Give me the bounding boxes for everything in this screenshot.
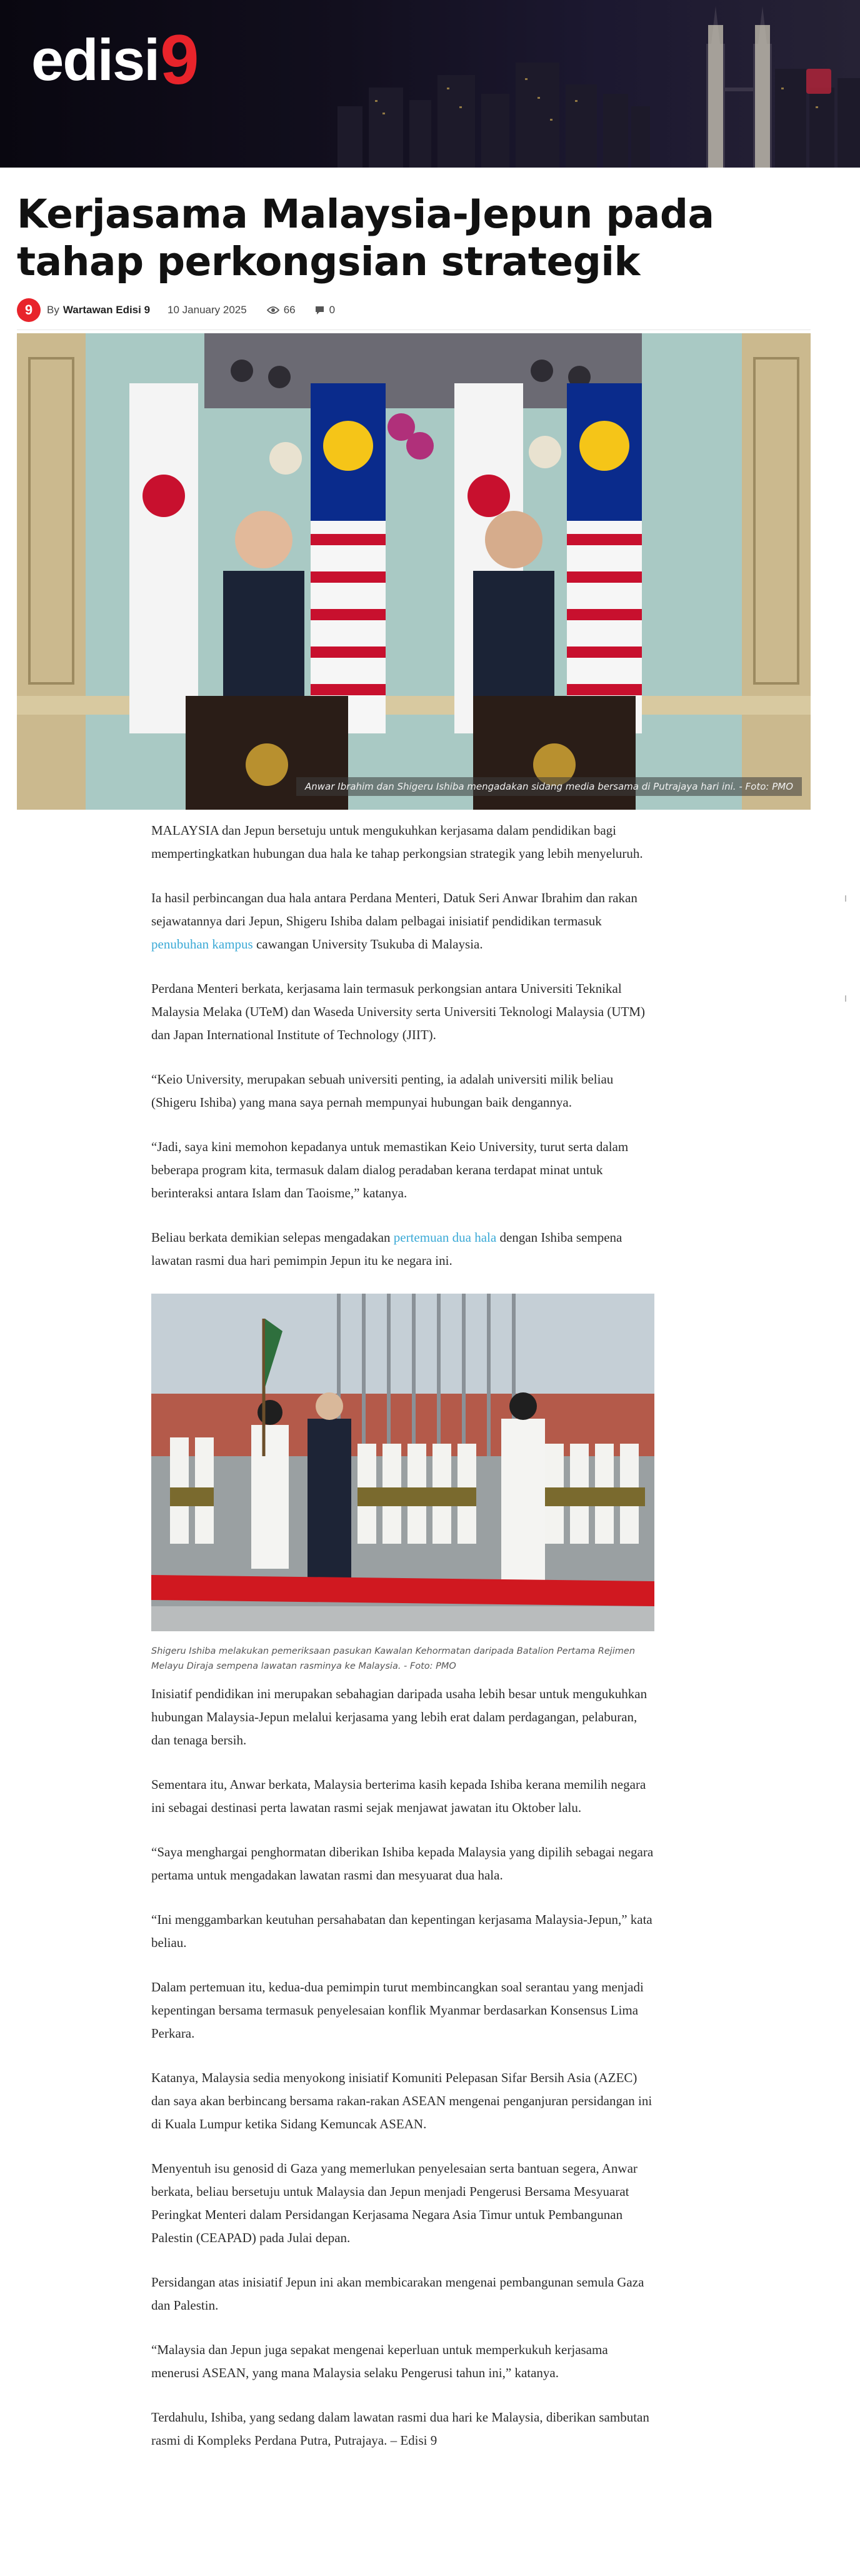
paragraph: Sementara itu, Anwar berkata, Malaysia berterima kasih kepada Ishiba kerana memilih negara ini sebagai destinasi perta lawatan rasmi sejak menjawat jawatan itu Oktober lalu. [151, 1777, 646, 1815]
inline-figure-caption: Shigeru Ishiba melakukan pemeriksaan pasukan Kawalan Kehormatan daripada Batalion Pertama Rejimen Melayu Diraja sempena lawatan rasminya ke Malaysia. - Foto: PMO [151, 1646, 636, 1671]
eye-icon [267, 306, 279, 314]
article-body [151, 819, 654, 2473]
avatar-icon[interactable]: 9 [17, 298, 41, 322]
article-title: Kerjasama Malaysia-Jepun pada tahap perkongsian strategik [17, 191, 714, 284]
paragraph [151, 887, 654, 956]
paragraph-text: dengan Ishiba sempena lawatan rasmi dua hari pemimpin Jepun itu ke negara ini. [151, 1230, 622, 1268]
inline-link-penubuhan-kampus[interactable]: penubuhan kampus [151, 937, 253, 952]
comment-icon [314, 305, 325, 315]
comment-count[interactable] [314, 304, 335, 316]
comment-count-value: 0 [329, 304, 336, 316]
inline-link-pertemuan-dua-hala[interactable]: pertemuan dua hala [393, 1230, 497, 1245]
paragraph [151, 1226, 654, 1272]
paragraph: Persidangan atas inisiatif Jepun ini akan membicarakan mengenai pembangunan semula Gaza dan Palestin. [151, 2275, 644, 2313]
paragraph: “Jadi, saya kini memohon kepadanya untuk memastikan Keio University, turut serta dalam beberapa program kita, termasuk dalam dialog peradaban kerana terdapat minat untuk berinteraksi antara Islam dan Taoisme,” katanya. [151, 1139, 629, 1200]
author-link[interactable]: Wartawan Edisi 9 [62, 304, 151, 316]
view-count [267, 304, 296, 316]
paragraph: Terdahulu, Ishiba, yang sedang dalam lawatan rasmi dua hari ke Malaysia, diberikan sambutan rasmi di Kompleks Perdana Putra, Putrajaya. – Edisi 9 [151, 2410, 649, 2448]
paragraph: “Malaysia dan Jepun juga sepakat mengenai keperluan untuk memperkukuh kerjasama menerusi ASEAN, yang mana Malaysia selaku Pengerusi tahun ini,” katanya. [151, 2342, 608, 2380]
view-count-value: 66 [283, 304, 296, 316]
inline-figure-image [151, 1294, 654, 1631]
side-scroll-marker [845, 895, 846, 902]
site-logo[interactable] [31, 21, 199, 99]
featured-photo-illustration [17, 333, 811, 810]
logo-nine-mark: 9 [160, 21, 199, 99]
guard-inspection-photo-illustration [151, 1294, 654, 1631]
site-header [0, 0, 860, 168]
article-meta [17, 298, 354, 322]
side-scroll-marker [845, 995, 846, 1002]
logo-wordmark: edisi [31, 27, 159, 93]
paragraph-text: cawangan University Tsukuba di Malaysia. [252, 937, 483, 952]
featured-image-caption: Anwar Ibrahim dan Shigeru Ishiba mengadakan sidang media bersama di Putrajaya hari ini. - Foto: PMO [296, 777, 802, 796]
paragraph: Katanya, Malaysia sedia menyokong inisiatif Komuniti Pelepasan Sifar Bersih Asia (AZEC) dan saya akan berbincang bersama rakan-rakan ASEAN mengenai penganjuran persidangan ini di Kuala Lumpur ketika Sidang Kemuncak ASEAN. [151, 2070, 652, 2131]
publish-date: 10 January 2025 [168, 304, 247, 316]
paragraph: Inisiatif pendidikan ini merupakan sebahagian daripada usaha lebih besar untuk mengukuhkan hubungan Malaysia-Jepun melalui kerjasama yang lebih erat dalam perdagangan, pelaburan, dan tenaga bersih. [151, 1686, 648, 1748]
paragraph-text: Beliau berkata demikian selepas mengadakan [151, 1230, 394, 1245]
paragraph: Perdana Menteri berkata, kerjasama lain termasuk perkongsian antara Universiti Teknikal Malaysia Melaka (UTeM) dan Waseda University serta Universiti Teknologi Malaysia (UTM) dan Japan International Institute of Technology (JIIT). [151, 981, 646, 1042]
paragraph: “Keio University, merupakan sebuah universiti penting, ia adalah universiti milik beliau (Shigeru Ishiba) yang mana saya pernah mempunyai hubungan baik dengannya. [151, 1072, 614, 1110]
paragraph: “Saya menghargai penghormatan diberikan Ishiba kepada Malaysia yang dipilih sebagai negara pertama untuk mengadakan lawatan rasmi dan mesyuarat dua hala. [151, 1844, 654, 1883]
paragraph-text: Ia hasil perbincangan dua hala antara Perdana Menteri, Datuk Seri Anwar Ibrahim dan rakan sejawatannya dari Jepun, Shigeru Ishiba dalam pelbagai inisiatif pendidikan termasuk [151, 890, 638, 928]
meta-by-label: By [47, 304, 59, 316]
paragraph: “Ini menggambarkan keutuhan persahabatan dan kepentingan kerjasama Malaysia-Jepun,” kata beliau. [151, 1912, 652, 1950]
paragraph: Dalam pertemuan itu, kedua-dua pemimpin turut membincangkan soal serantau yang menjadi kepentingan bersama termasuk penyelesaian konflik Myanmar berdasarkan Konsensus Lima Perkara. [151, 1980, 644, 2041]
featured-image [17, 333, 811, 810]
paragraph: Menyentuh isu genosid di Gaza yang memerlukan penyelesaian serta bantuan segera, Anwar berkata, beliau bersetuju untuk Malaysia dan Jepun menjadi Pengerusi Bersama Mesyuarat Peringkat Menteri dalam Persidangan Kerjasama Negara Asia Timur untuk Pembangunan Palestin (CEAPAD) pada Julai depan. [151, 2161, 638, 2245]
inline-figure [151, 1294, 654, 1674]
paragraph: MALAYSIA dan Jepun bersetuju untuk mengukuhkan kerjasama dalam pendidikan bagi mempertingkatkan hubungan dua hala ke tahap perkongsian strategik yang lebih menyeluruh. [151, 823, 643, 861]
